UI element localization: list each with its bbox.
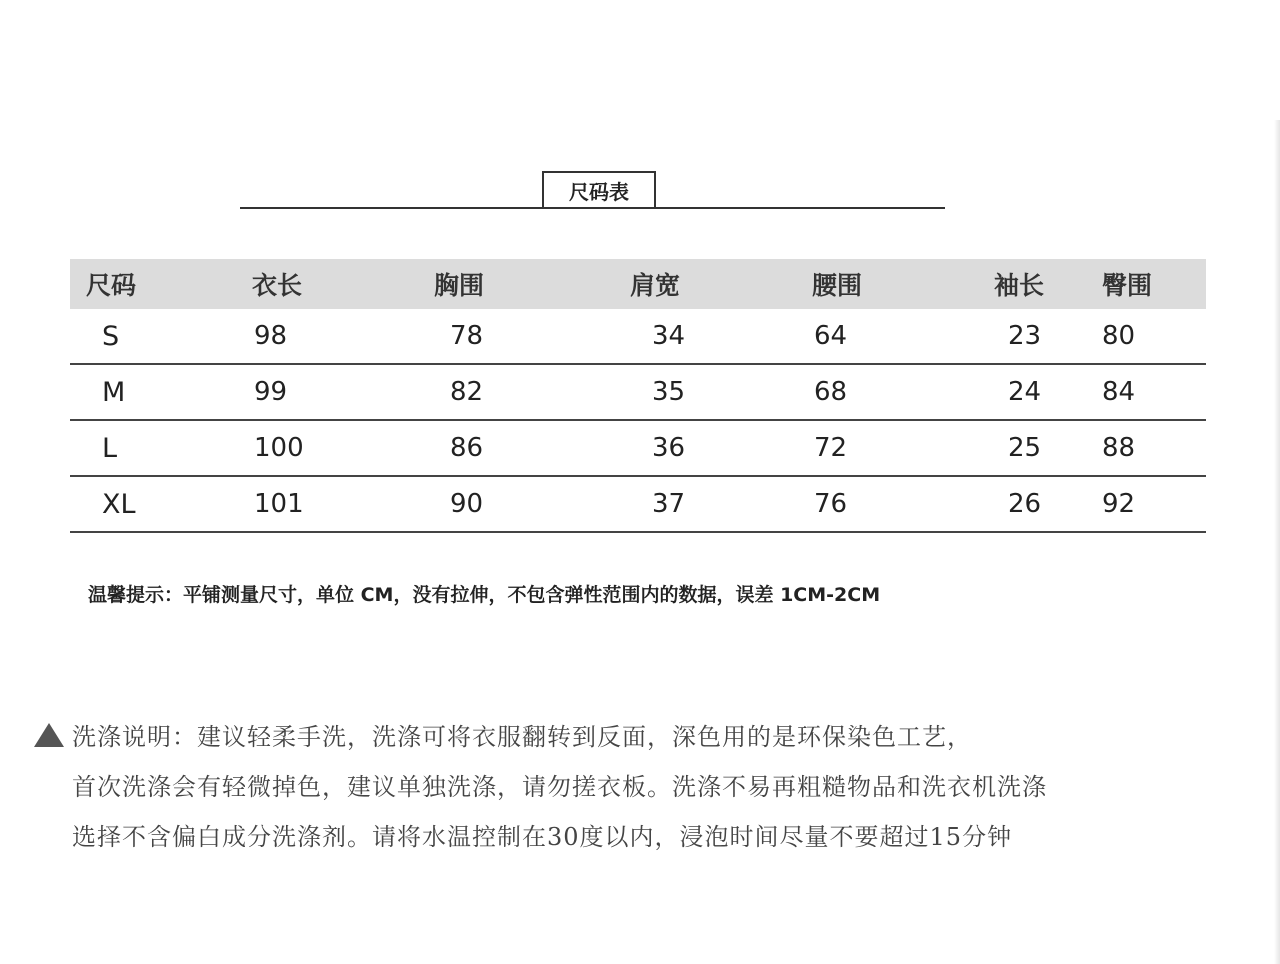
- cell-bust: 78: [450, 321, 484, 351]
- size-table: [70, 259, 1206, 533]
- cell-sleeve: 24: [1008, 377, 1042, 407]
- table-row: [70, 309, 1206, 365]
- header-waist: 腰围: [812, 271, 863, 300]
- table-row: [70, 477, 1206, 533]
- header-sleeve: 袖长: [994, 271, 1045, 300]
- cell-size: S: [102, 320, 120, 352]
- cell-hip: 84: [1102, 377, 1136, 407]
- cell-length: 101: [254, 489, 304, 519]
- cell-waist: 64: [814, 321, 848, 351]
- cell-sleeve: 23: [1008, 321, 1042, 351]
- washing-instructions: [34, 712, 1234, 862]
- cell-shoulder: 36: [652, 433, 686, 463]
- cell-size: L: [102, 432, 118, 464]
- header-shoulder: 肩宽: [630, 271, 681, 300]
- cell-sleeve: 25: [1008, 433, 1042, 463]
- cell-shoulder: 37: [652, 489, 686, 519]
- title-rule: [240, 207, 945, 209]
- cell-size: XL: [102, 488, 136, 520]
- cell-waist: 76: [814, 489, 848, 519]
- wash-line-text: 洗涤说明：建议轻柔手洗，洗涤可将衣服翻转到反面，深色用的是环保染色工艺，: [72, 723, 972, 751]
- cell-shoulder: 35: [652, 377, 686, 407]
- cell-length: 100: [254, 433, 304, 463]
- header-length: 衣长: [252, 271, 303, 300]
- header-bust: 胸围: [434, 271, 485, 300]
- wash-line: 选择不含偏白成分洗涤剂。请将水温控制在30度以内，浸泡时间尽量不要超过15分钟: [72, 823, 1013, 851]
- header-hip: 臀围: [1102, 271, 1153, 300]
- cell-length: 98: [254, 321, 288, 351]
- wash-line: [34, 712, 1234, 762]
- cell-waist: 68: [814, 377, 848, 407]
- right-edge-shadow: [1274, 120, 1280, 964]
- cell-waist: 72: [814, 433, 848, 463]
- cell-length: 99: [254, 377, 288, 407]
- measurement-tip: 温馨提示：平铺测量尺寸，单位 CM，没有拉伸，不包含弹性范围内的数据，误差 1CM-2CM: [88, 584, 881, 606]
- cell-bust: 82: [450, 377, 484, 407]
- cell-hip: 88: [1102, 433, 1136, 463]
- triangle-icon: [34, 723, 64, 747]
- header-size: 尺码: [86, 271, 137, 300]
- cell-hip: 80: [1102, 321, 1136, 351]
- cell-hip: 92: [1102, 489, 1136, 519]
- table-header-row: [70, 259, 1206, 309]
- cell-sleeve: 26: [1008, 489, 1042, 519]
- cell-bust: 86: [450, 433, 484, 463]
- table-row: [70, 365, 1206, 421]
- cell-bust: 90: [450, 489, 484, 519]
- cell-size: M: [102, 376, 126, 408]
- wash-line: 首次洗涤会有轻微掉色，建议单独洗涤，请勿搓衣板。洗涤不易再粗糙物品和洗衣机洗涤: [72, 773, 1047, 801]
- table-row: [70, 421, 1206, 477]
- cell-shoulder: 34: [652, 321, 686, 351]
- size-chart-title: 尺码表: [542, 171, 656, 207]
